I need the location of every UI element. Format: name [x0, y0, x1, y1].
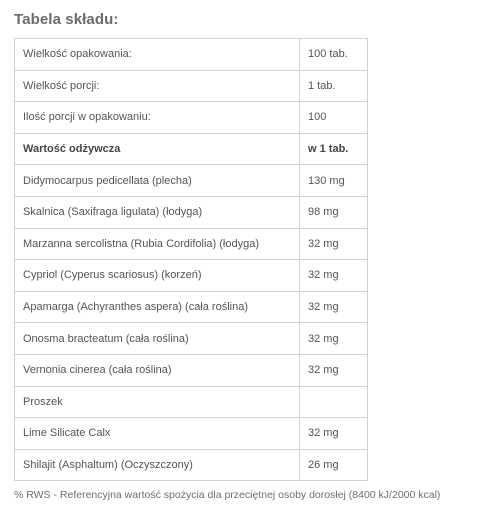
ingredient-name-cell: Onosma bracteatum (cała roślina) [15, 323, 300, 355]
ingredient-amount-cell: 1 tab. [300, 70, 368, 102]
ingredient-amount-cell: 98 mg [300, 196, 368, 228]
ingredient-name-cell: Wielkość opakowania: [15, 39, 300, 71]
table-row [15, 70, 368, 102]
composition-table-body [15, 39, 368, 481]
ingredient-amount-cell: 32 mg [300, 354, 368, 386]
table-row [15, 386, 368, 418]
ingredient-amount-cell: 26 mg [300, 449, 368, 481]
table-row [15, 291, 368, 323]
ingredient-name-cell: Vernonia cinerea (cała roślina) [15, 354, 300, 386]
rws-footnote: % RWS - Referencyjna wartość spożycia dla przeciętnej osoby dorosłej (8400 kJ/2000 kcal) [14, 489, 441, 501]
table-row [15, 228, 368, 260]
nutrition-header-unit: w 1 tab. [300, 133, 368, 165]
ingredient-name-cell: Apamarga (Achyranthes aspera) (cała roślina) [15, 291, 300, 323]
ingredient-amount-cell: 32 mg [300, 228, 368, 260]
ingredient-amount-cell [300, 386, 368, 418]
ingredient-name-cell: Ilość porcji w opakowaniu: [15, 102, 300, 134]
ingredient-amount-cell: 32 mg [300, 260, 368, 292]
nutrition-header-label: Wartość odżywcza [15, 133, 300, 165]
table-row [15, 449, 368, 481]
table-row [15, 354, 368, 386]
ingredient-amount-cell: 32 mg [300, 291, 368, 323]
ingredient-name-cell: Didymocarpus pedicellata (plecha) [15, 165, 300, 197]
table-title: Tabela składu: [14, 11, 119, 28]
ingredient-amount-cell: 130 mg [300, 165, 368, 197]
table-row [15, 165, 368, 197]
table-row [15, 102, 368, 134]
ingredient-name-cell: Skalnica (Saxifraga ligulata) (łodyga) [15, 196, 300, 228]
table-row [15, 418, 368, 450]
composition-table [14, 38, 368, 481]
ingredient-name-cell: Wielkość porcji: [15, 70, 300, 102]
ingredient-name-cell: Proszek [15, 386, 300, 418]
ingredient-amount-cell: 100 tab. [300, 39, 368, 71]
ingredient-name-cell: Shilajit (Asphaltum) (Oczyszczony) [15, 449, 300, 481]
table-row [15, 323, 368, 355]
ingredient-name-cell: Cypriol (Cyperus scariosus) (korzeń) [15, 260, 300, 292]
ingredient-name-cell: Marzanna sercolistna (Rubia Cordifolia) (łodyga) [15, 228, 300, 260]
table-row [15, 196, 368, 228]
ingredient-name-cell: Lime Silicate Calx [15, 418, 300, 450]
table-row [15, 260, 368, 292]
table-header-row [15, 133, 368, 165]
table-row [15, 39, 368, 71]
ingredient-amount-cell: 100 [300, 102, 368, 134]
ingredient-amount-cell: 32 mg [300, 323, 368, 355]
ingredient-amount-cell: 32 mg [300, 418, 368, 450]
